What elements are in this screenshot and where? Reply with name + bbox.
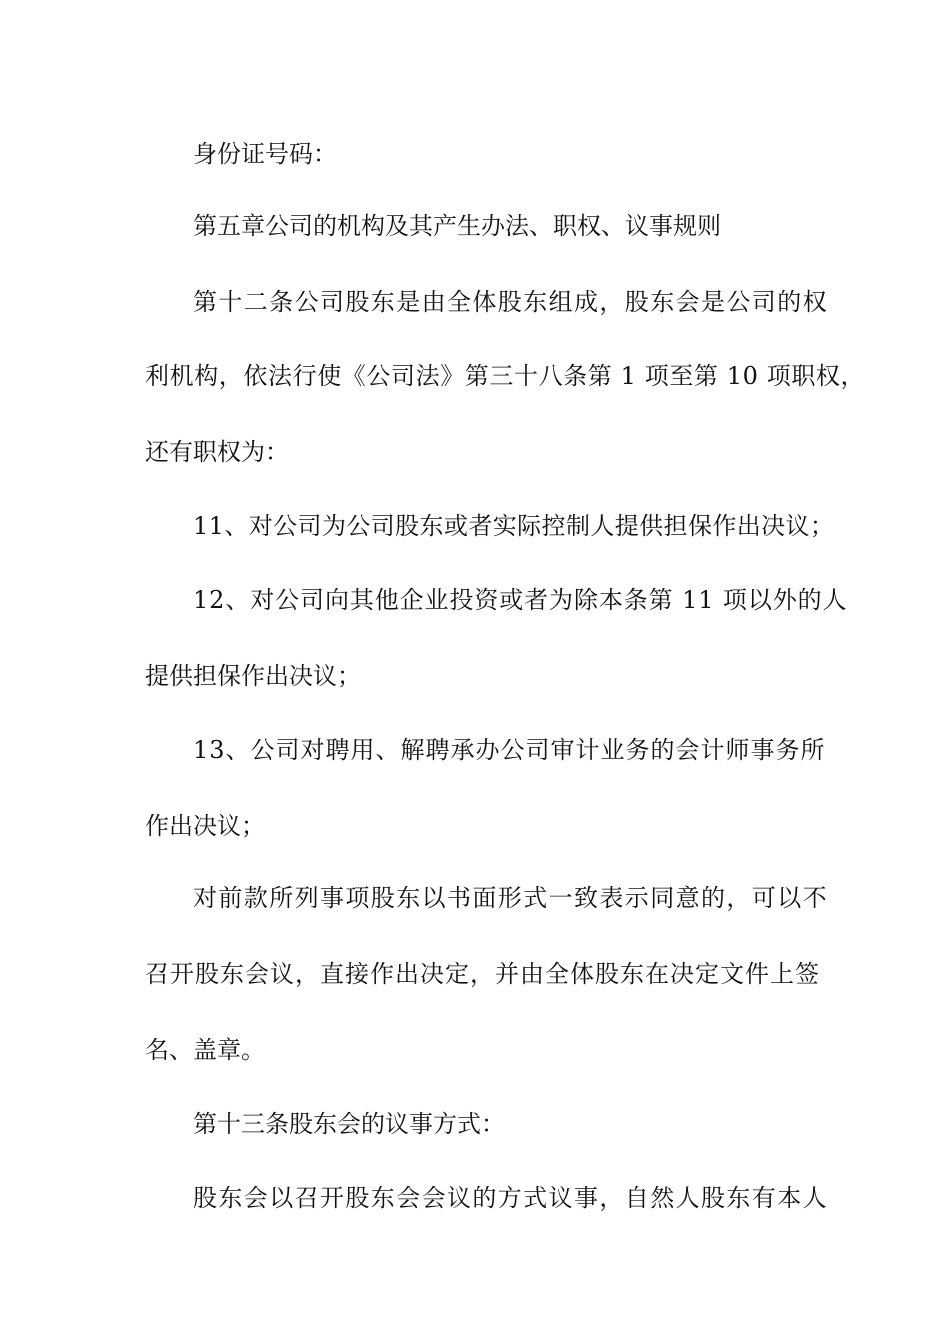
written-consent-line-1: 对前款所列事项股东以书面形式一致表示同意的，可以不	[193, 884, 828, 912]
article-twelve-line-3: 还有职权为：	[145, 438, 289, 466]
article-twelve-line-2: 利机构，依法行使《公司法》第三十八条第 1 项至第 10 项职权，	[145, 362, 866, 390]
item-11-line: 11、对公司为公司股东或者实际控制人提供担保作出决议；	[193, 512, 835, 540]
item-12-line-1: 12、对公司向其他企业投资或者为除本条第 11 项以外的人	[193, 586, 848, 614]
chapter-five-heading: 第五章公司的机构及其产生办法、职权、议事规则	[193, 212, 721, 240]
article-thirteen-heading: 第十三条股东会的议事方式：	[193, 1110, 505, 1138]
written-consent-line-2: 召开股东会议，直接作出决定，并由全体股东在决定文件上签	[145, 960, 820, 988]
item-12-line-2: 提供担保作出决议；	[145, 662, 361, 690]
written-consent-line-3: 名、盖章。	[145, 1036, 265, 1064]
item-13-line-2: 作出决议；	[145, 812, 265, 840]
id-number-label: 身份证号码：	[193, 140, 337, 168]
item-13-line-1: 13、公司对聘用、解聘承办公司审计业务的会计师事务所	[193, 736, 826, 764]
article-thirteen-line-1: 股东会以召开股东会会议的方式议事，自然人股东有本人	[193, 1184, 828, 1212]
article-twelve-line-1: 第十二条公司股东是由全体股东组成，股东会是公司的权	[193, 288, 828, 316]
